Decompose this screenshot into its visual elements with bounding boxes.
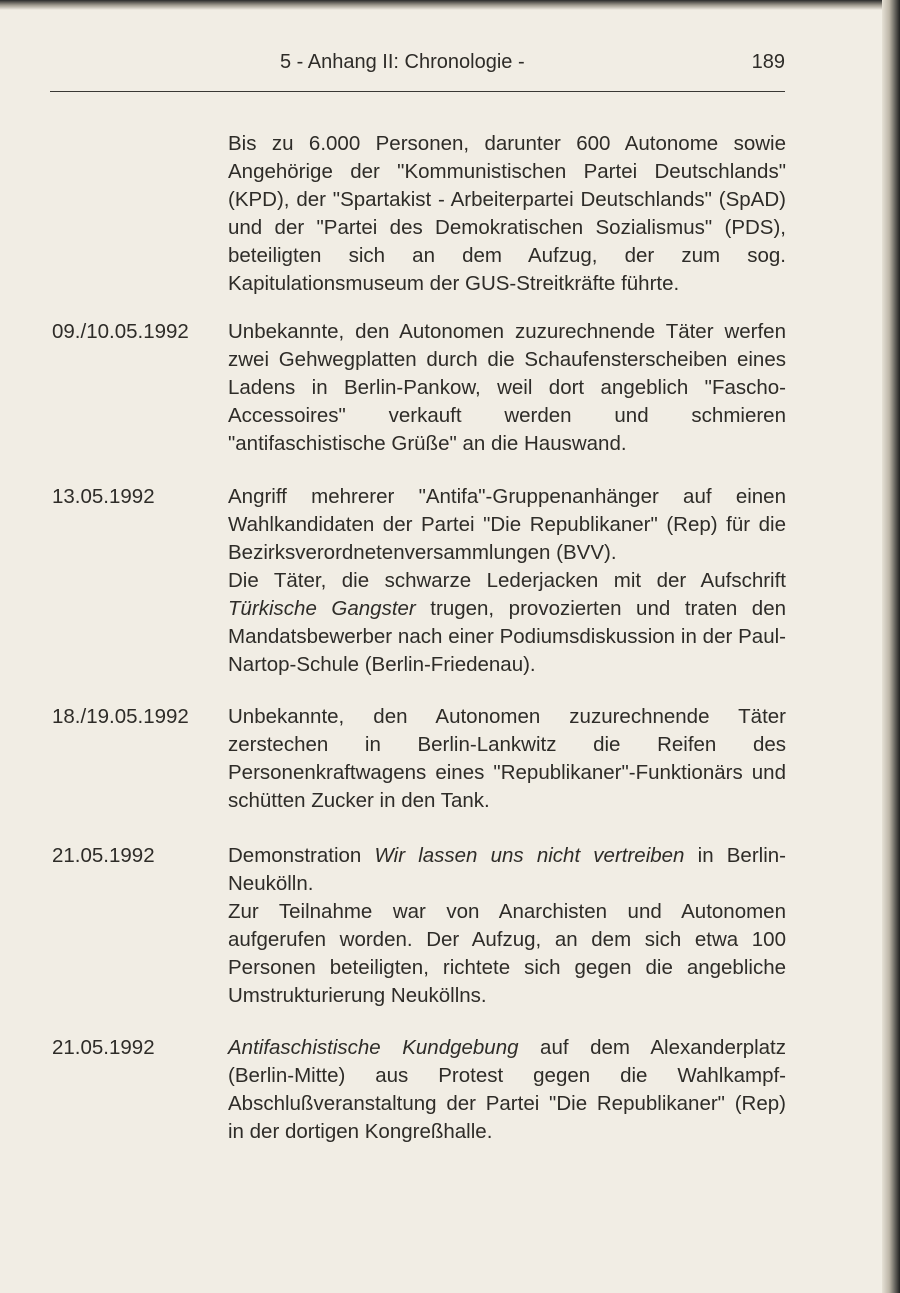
text-run: Unbekannte, den Autonomen zuzurechnende Täter zerstechen in Berlin-Lankwitz die Reifen des Personenkraftwagens eines "Republikaner"-Funktionärs und schütten Zucker in den Tank.	[228, 705, 786, 812]
entry-text	[228, 842, 786, 1010]
entry-paragraph	[228, 1034, 786, 1146]
scan-right-edge	[882, 0, 900, 1293]
entry-paragraph	[228, 483, 786, 567]
header-rule	[50, 91, 785, 92]
text-run: Demonstration	[228, 844, 375, 867]
text-run: trugen, provozierten und traten den Mandatsbewerber nach einer Podiumsdiskussion in der Paul-Nartop-Schule (Berlin-Friedenau).	[228, 597, 786, 676]
text-run: Unbekannte, den Autonomen zuzurechnende Täter werfen zwei Gehwegplatten durch die Schaufensterscheiben eines Ladens in Berlin-Pankow, weil dort angeblich "Fascho-Accessoires" verkauft werden und schmieren "antifaschistische Grüße" an die Hauswand.	[228, 320, 786, 455]
entry-date: 21.05.1992	[52, 844, 155, 867]
page-number: 189	[751, 51, 785, 73]
text-run: Zur Teilnahme war von Anarchisten und Autonomen aufgerufen worden. Der Aufzug, an dem sich etwa 100 Personen beteiligten, richtete sich gegen die angebliche Umstrukturierung Neuköllns.	[228, 900, 786, 1007]
entry-paragraph	[228, 318, 786, 458]
entry-date: 18./19.05.1992	[52, 705, 189, 728]
entry-text	[228, 130, 786, 298]
entry-date: 13.05.1992	[52, 485, 155, 508]
scan-top-edge	[0, 0, 900, 10]
entry-paragraph	[228, 842, 786, 898]
text-run: Angriff mehrerer "Antifa"-Gruppenanhänger auf einen Wahlkandidaten der Partei "Die Republikaner" (Rep) für die Bezirksverordnetenversammlungen (BVV).	[228, 485, 786, 564]
text-run: Die Täter, die schwarze Lederjacken mit der Aufschrift	[228, 569, 786, 592]
running-header	[280, 48, 785, 78]
entry-date: 21.05.1992	[52, 1036, 155, 1059]
italic-run: Wir lassen uns nicht vertreiben	[374, 844, 685, 867]
text-run: auf dem Alexanderplatz (Berlin-Mitte) aus Protest gegen die Wahlkampf-Abschlußveranstaltung der Partei "Die Republikaner" (Rep) in der dortigen Kongreßhalle.	[228, 1036, 786, 1143]
entry-text	[228, 483, 786, 679]
entry-text	[228, 1034, 786, 1146]
italic-run: Antifaschistische Kundgebung	[228, 1036, 519, 1059]
entry-paragraph	[228, 898, 786, 1010]
entry-paragraph	[228, 567, 786, 679]
text-run: in Berlin-Neukölln.	[228, 844, 786, 895]
entry-paragraph	[228, 703, 786, 815]
italic-run: Türkische Gangster	[228, 597, 416, 620]
entry-text	[228, 703, 786, 815]
entry-text	[228, 318, 786, 458]
header-title: 5 - Anhang II: Chronologie -	[280, 51, 525, 73]
text-run: Bis zu 6.000 Personen, darunter 600 Autonome sowie Angehörige der "Kommunistischen Partei Deutschlands" (KPD), der "Spartakist - Arbeiterpartei Deutschlands" (SpAD) und der "Partei des Demokratischen Sozialismus" (PDS), beteiligten sich an dem Aufzug, der zum sog. Kapitulationsmuseum der GUS-Streitkräfte führte.	[228, 132, 786, 295]
entry-paragraph	[228, 130, 786, 298]
entry-date: 09./10.05.1992	[52, 320, 189, 343]
